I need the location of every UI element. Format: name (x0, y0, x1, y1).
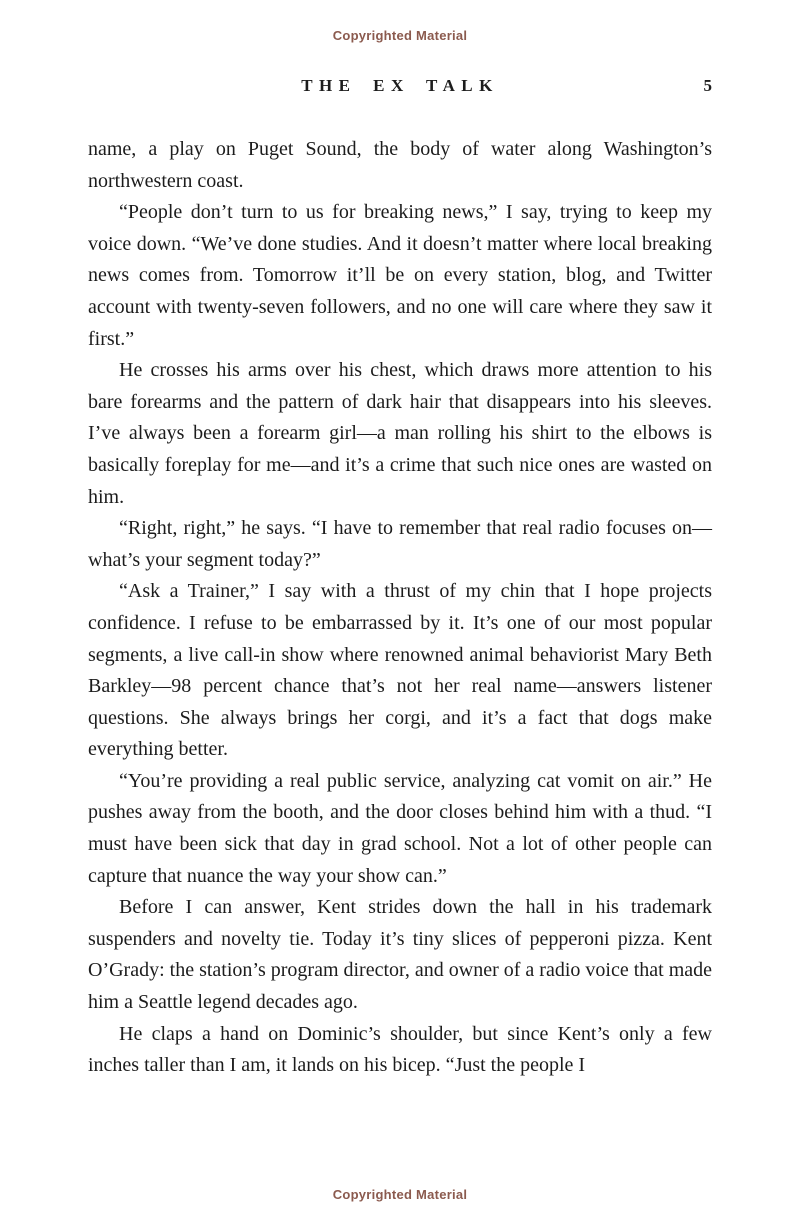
paragraph: “Right, right,” he says. “I have to remember that real radio focuses on—what’s your segment today?” (88, 517, 712, 571)
paragraph: “Ask a Trainer,” I say with a thrust of my chin that I hope projects confidence. I refuse to be embarrassed by it. It’s one of our most popular segments, a live call-in show where renowned animal behaviorist Mary Beth Barkley—98 percent chance that’s not her real name—answers listener questions. She always brings her corgi, and it’s a fact that dogs make everything better. (88, 580, 712, 761)
paragraph: “People don’t turn to us for breaking news,” I say, trying to keep my voice down. “We’ve done studies. And it doesn’t matter where local breaking news comes from. Tomorrow it’ll be on every station, blog, and Twitter account with twenty-seven followers, and no one will care where they saw it first.” (88, 201, 712, 350)
body-text (88, 134, 712, 1082)
copyright-notice-bottom: Copyrighted Material (332, 1187, 468, 1202)
copyright-notice-top: Copyrighted Material (332, 28, 468, 43)
paragraph: He crosses his arms over his chest, which draws more attention to his bare forearms and the pattern of dark hair that disappears into his sleeves. I’ve always been a forearm girl—a man rolling his shirt to the elbows is basically foreplay for me—and it’s a crime that such nice ones are wasted on him. (88, 359, 712, 508)
paragraph: He claps a hand on Dominic’s shoulder, but since Kent’s only a few inches taller than I am, it lands on his bicep. “Just the people I (88, 1022, 712, 1077)
book-title: THE EX TALK (301, 76, 499, 95)
page-content (88, 76, 712, 1082)
running-head (88, 76, 712, 100)
paragraph: “You’re providing a real public service, analyzing cat vomit on air.” He pushes away from the booth, and the door closes behind him with a thud. “I must have been sick that day in grad school. Not a lot of other people can capture that nuance the way your show can.” (88, 769, 712, 887)
paragraph: name, a play on Puget Sound, the body of water along Washington’s northwestern coast. (88, 138, 712, 192)
paragraph: Before I can answer, Kent strides down the hall in his trademark suspenders and novelty tie. Today it’s tiny slices of pepperoni pizza. Kent O’Grady: the station’s program director, and owner of a radio voice that made him a Seattle legend decades ago. (88, 896, 712, 1014)
page-number: 5 (703, 76, 712, 95)
